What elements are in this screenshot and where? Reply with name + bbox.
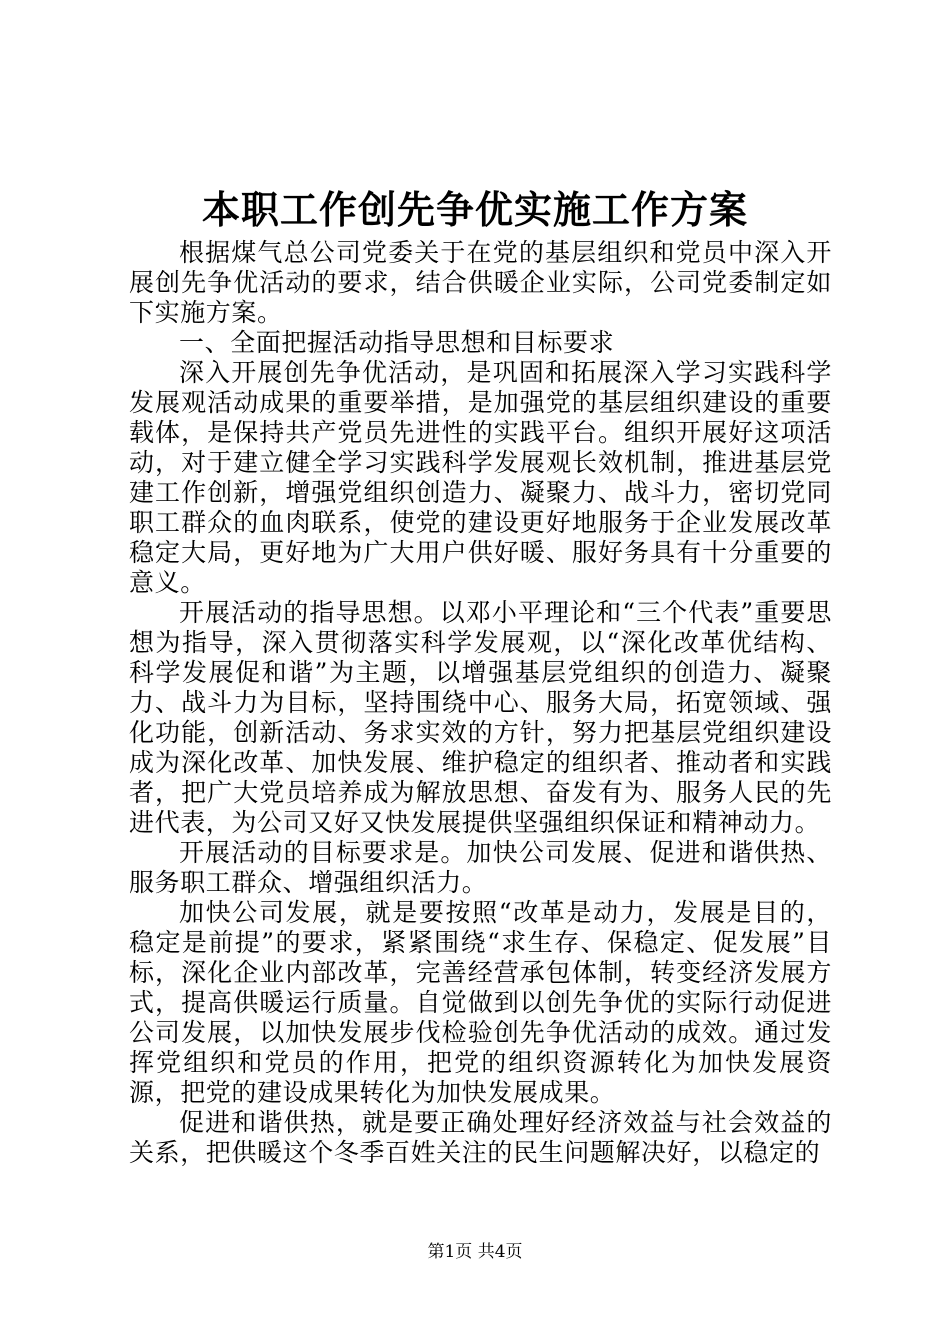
body-paragraph: 促进和谐供热，就是要正确处理好经济效益与社会效益的关系，把供暖这个冬季百姓关注的民生问题解决好，以稳定的 bbox=[129, 1108, 832, 1167]
body-paragraph: 加快公司发展，就是要按照“改革是动力，发展是目的，稳定是前提”的要求，紧紧围绕“求生存、保稳定、促发展”目标，深化企业内部改革，完善经营承包体制，转变经济发展方式，提高供暖运行质量。自觉做到以创先争优的实际行动促进公司发展，以加快发展步伐检验创先争优活动的成效。通过发挥党组织和党员的作用，把党的组织资源转化为加快发展资源，把党的建设成果转化为加快发展成果。 bbox=[129, 898, 832, 1107]
intro-paragraph: 根据煤气总公司党委关于在党的基层组织和党员中深入开展创先争优活动的要求，结合供暖企业实际，公司党委制定如下实施方案。 bbox=[129, 238, 832, 327]
document-body bbox=[129, 238, 832, 1168]
section-heading: 一、全面把握活动指导思想和目标要求 bbox=[179, 328, 615, 357]
body-paragraph: 开展活动的指导思想。以邓小平理论和“三个代表”重要思想为指导，深入贯彻落实科学发展观，以“深化改革优结构、科学发展促和谐”为主题，以增强基层党组织的创造力、凝聚力、战斗力为目标，坚持围绕中心、服务大局，拓宽领域、强化功能，创新活动、务求实效的方针，努力把基层党组织建设成为深化改革、加快发展、维护稳定的组织者、推动者和实践者，把广大党员培养成为解放思想、奋发有为、服务人民的先进代表，为公司又好又快发展提供坚强组织保证和精神动力。 bbox=[129, 598, 832, 837]
document-title: 本职工作创先争优实施工作方案 bbox=[201, 187, 748, 232]
page-footer: 第1页 共4页 bbox=[427, 1242, 523, 1262]
body-paragraph: 开展活动的目标要求是。加快公司发展、促进和谐供热、服务职工群众、增强组织活力。 bbox=[129, 838, 832, 897]
body-paragraph: 深入开展创先争优活动，是巩固和拓展深入学习实践科学发展观活动成果的重要举措，是加强党的基层组织建设的重要载体，是保持共产党员先进性的实践平台。组织开展好这项活动，对于建立健全学习实践科学发展观长效机制，推进基层党建工作创新，增强党组织创造力、凝聚力、战斗力，密切党同职工群众的血肉联系，使党的建设更好地服务于企业发展改革稳定大局，更好地为广大用户供好暖、服好务具有十分重要的意义。 bbox=[129, 358, 832, 597]
